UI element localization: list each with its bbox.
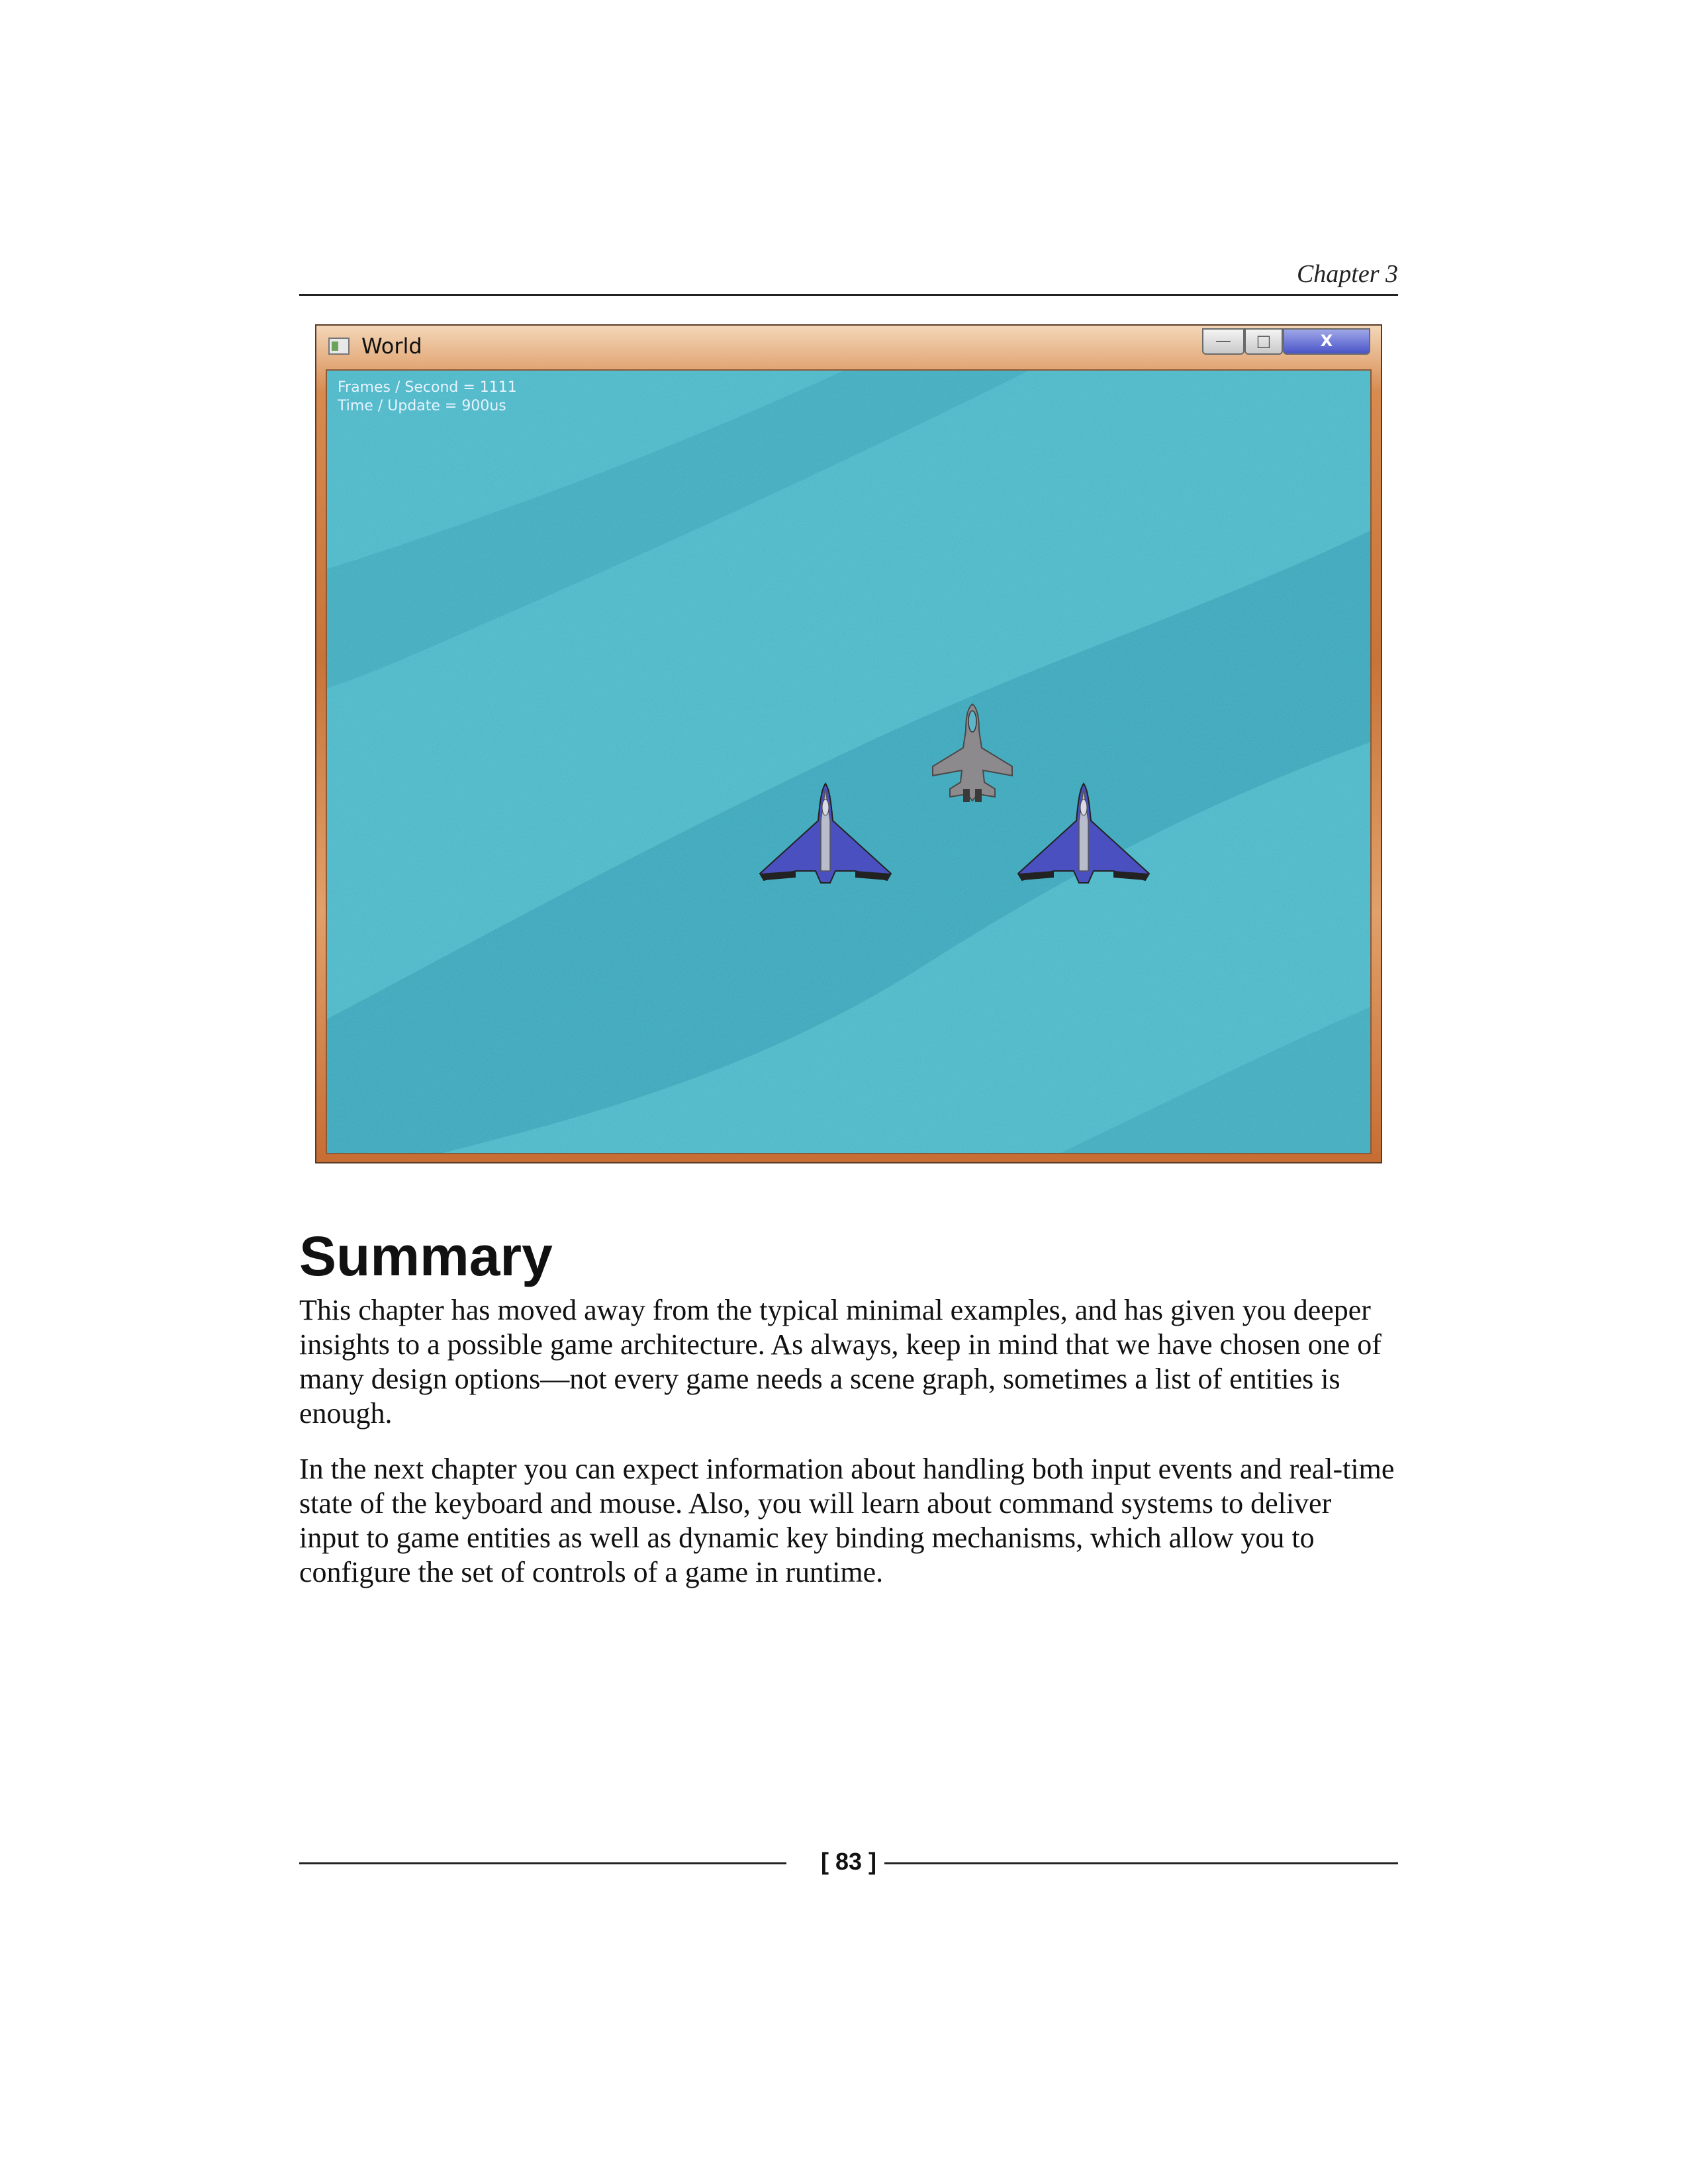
debug-stats xyxy=(338,379,517,416)
game-viewport xyxy=(326,369,1372,1154)
raptor-aircraft-left-icon xyxy=(756,781,895,887)
game-window-screenshot xyxy=(315,324,1382,1163)
ocean-background xyxy=(327,371,1372,1154)
running-head: Chapter 3 xyxy=(1296,260,1398,288)
app-window-icon xyxy=(328,338,350,355)
minimize-button[interactable]: — xyxy=(1202,328,1244,355)
summary-paragraph-2: In the next chapter you can expect information about handling both input events and real-time state of the keyboard and mouse. Also, you will learn about command systems to deliver input to game entities as well as dynamic key binding mechanisms, which allow you to configure the set of controls of a game in runtime. xyxy=(299,1453,1395,1588)
window-title: World xyxy=(361,334,422,359)
maximize-button[interactable]: □ xyxy=(1244,328,1283,355)
fps-readout: Frames / Second = 1111 xyxy=(338,379,517,396)
summary-paragraph-1: This chapter has moved away from the typical minimal examples, and has given you deeper insights to a possible game architecture. As always, keep in mind that we have chosen one of many design options—not every game needs a scene graph, sometimes a list of entities is enough. xyxy=(299,1294,1382,1430)
time-update-readout: Time / Update = 900us xyxy=(338,398,506,414)
header-rule xyxy=(299,294,1398,296)
close-button[interactable]: X xyxy=(1283,328,1370,355)
caption-buttons xyxy=(1202,328,1370,355)
title-bar xyxy=(316,326,1381,369)
raptor-aircraft-right-icon xyxy=(1014,781,1153,887)
eagle-aircraft-icon xyxy=(926,702,1019,807)
footer-rule-right xyxy=(884,1862,1398,1864)
page-number: [ 83 ] xyxy=(820,1848,877,1875)
section-heading: Summary xyxy=(299,1225,553,1287)
footer-rule-left xyxy=(299,1862,786,1864)
page-footer xyxy=(299,1848,1398,1881)
